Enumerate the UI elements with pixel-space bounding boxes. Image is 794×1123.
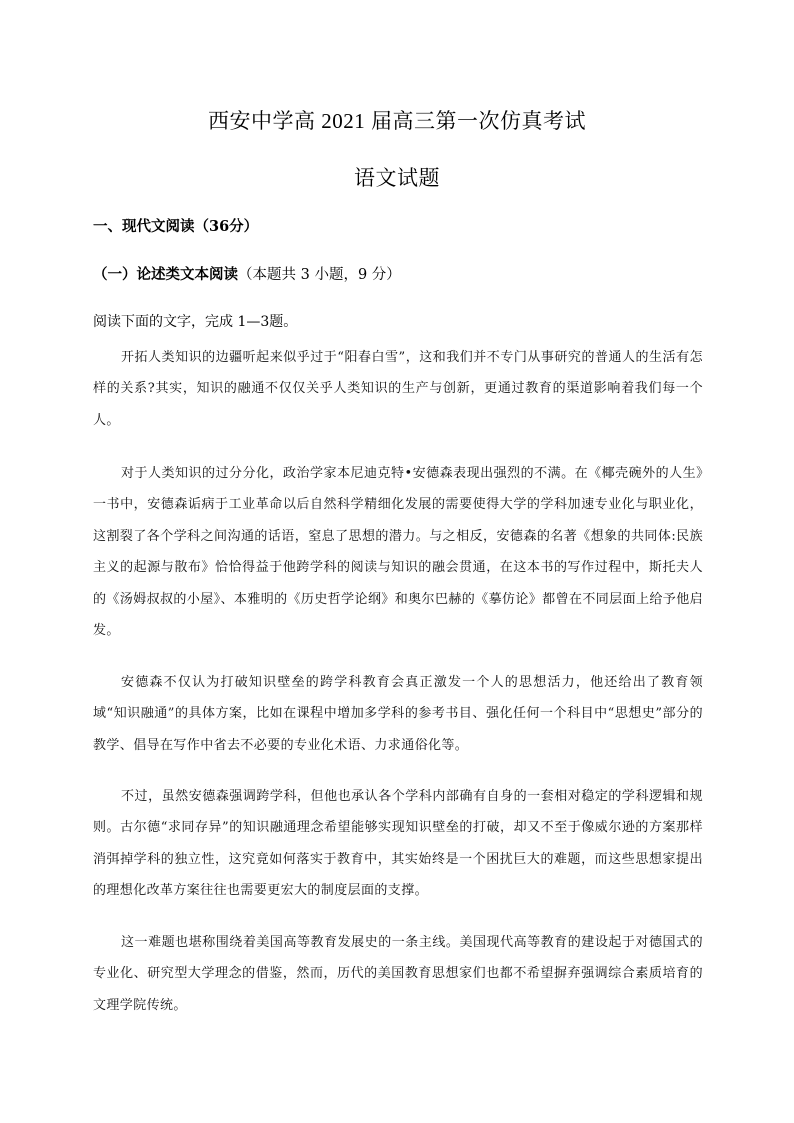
- subsection-heading: [93, 263, 401, 284]
- paragraph-2: 对于人类知识的过分分化，政治学家本尼迪克特•安德森表现出强烈的不满。在《椰壳碗外的人生》一书中，安德森诟病于工业革命以后自然科学精细化发展的需要使得大学的学科加速专业化与职业化，这割裂了各个学科之间沟通的话语，窒息了思想的潜力。与之相反，安德森的名著《想象的共同体:民族主义的起源与散布》恰恰得益于他跨学科的阅读与知识的融会贯通，在这本书的写作过程中，斯托夫人的《汤姆叔叔的小屋》、本雅明的《历史哲学论纲》和奥尔巴赫的《摹仿论》都曾在不同层面上给予他启发。: [93, 466, 703, 639]
- paragraph-1: 开拓人类知识的边疆听起来似乎过于“阳春白雪”，这和我们并不专门从事研究的普通人的生活有怎样的关系?其实，知识的融通不仅仅关乎人类知识的生产与创新，更通过教育的渠道影响着我们每一个人。: [93, 350, 703, 428]
- exam-title: 西安中学高 2021 届高三第一次仿真考试: [208, 109, 586, 133]
- section-heading: 一、现代文阅读（36分）: [93, 218, 259, 235]
- subject-title: 语文试题: [354, 166, 440, 190]
- paragraph-3: 安德森不仅认为打破知识壁垒的跨学科教育会真正激发一个人的思想活力，他还给出了教育领域“知识融通”的具体方案，比如在课程中增加多学科的参考书目、强化任何一个科目中“思想史”部分的教学、倡导在写作中省去不必要的专业化术语、力求通俗化等。: [93, 675, 703, 753]
- paragraph-4: 不过，虽然安德森强调跨学科，但他也承认各个学科内部确有自身的一套相对稳定的学科逻辑和规则。古尔德“求同存异”的知识融通理念希望能够实现知识壁垒的打破，却又不至于像威尔逊的方案那样消弭掉学科的独立性，这究竟如何落实于教育中，其实始终是一个困扰巨大的难题，而这些思想家提出的理想化改革方案往往也需要更宏大的制度层面的支撑。: [93, 789, 703, 899]
- subsection-note: （本题共 3 小题，9 分）: [238, 267, 401, 283]
- reading-instruction: 阅读下面的文字，完成 1—3题。: [93, 314, 298, 330]
- subsection-title: （一）论述类文本阅读: [93, 266, 238, 283]
- paragraph-5: 这一难题也堪称围绕着美国高等教育发展史的一条主线。美国现代高等教育的建设起于对德国式的专业化、研究型大学理念的借鉴，然而，历代的美国教育思想家们也都不希望摒弃强调综合素质培育的文理学院传统。: [93, 935, 703, 1013]
